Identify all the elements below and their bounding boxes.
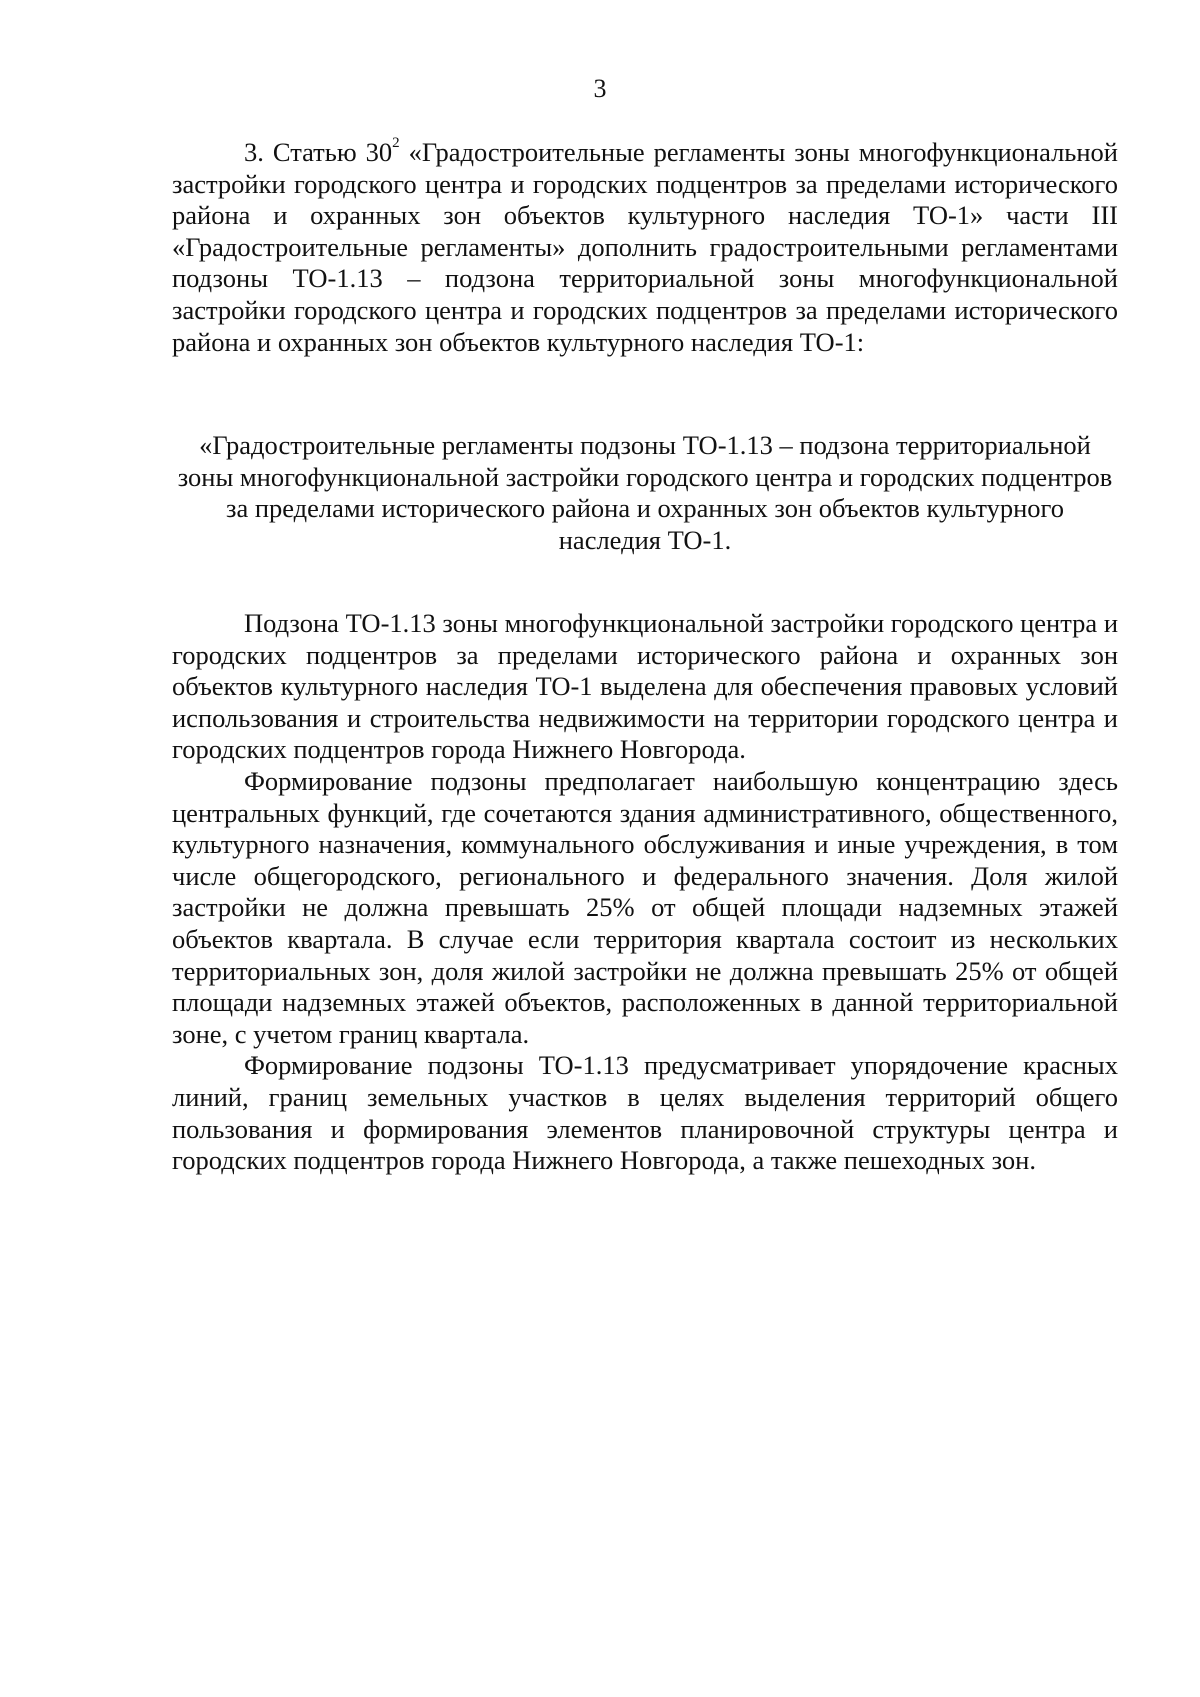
intro-text-rest: «Градостроительные регламенты зоны многофункциональной застройки городского центра и городских подцентров за пределами исторического района и охранных зон объектов культурного наследия ТО-1» части III «Градостроительные регламенты» дополнить градостроительными регламентами подзоны ТО-1.13 – подзона территориальной зоны многофункциональной застройки городского центра и городских подцентров за пределами исторического района и охранных зон объектов культурного наследия ТО-1: [172,137,1118,357]
paragraph-subzone-formation: Формирование подзоны предполагает наибольшую концентрацию здесь центральных функций, где сочетаются здания административного, общественного, культурного назначения, коммунального обслуживания и иные учреждения, в том числе общегородского, регионального и федерального значения. Доля жилой застройки не должна превышать 25% от общей площади надземных этажей объектов квартала. В случае если территория квартала состоит из нескольких территориальных зон, доля жилой застройки не должна превышать 25% от общей площади надземных этажей объектов, расположенных в данной территориальной зоне, с учетом границ квартала. [172,765,1118,1049]
body-paragraphs [172,608,1118,1177]
paragraph-subzone-purpose: Подзона ТО-1.13 зоны многофункциональной застройки городского центра и городских подцентров за пределами исторического района и охранных зон объектов культурного наследия ТО-1 выделена для обеспечения правовых условий использования и строительства недвижимости на территории городского центра и городских подцентров города Нижнего Новгорода. [172,608,1118,765]
intro-text-start: 3. Статью 30 [244,137,393,167]
article-superscript: 2 [392,135,400,152]
page-number: 3 [593,74,607,103]
intro-section [172,137,1118,358]
intro-paragraph [172,137,1118,358]
paragraph-subzone-planning: Формирование подзоны ТО-1.13 предусматривает упорядочение красных линий, границ земельных участков в целях выделения территорий общего пользования и формирования элементов планировочной структуры центра и городских подцентров города Нижнего Новгорода, а также пешеходных зон. [172,1050,1118,1176]
regulation-heading: «Градостроительные регламенты подзоны ТО-1.13 – подзона территориальной зоны многофункциональной застройки городского центра и городских подцентров за пределами исторического района и охранных зон объектов культурного наследия ТО-1. [177,430,1113,555]
